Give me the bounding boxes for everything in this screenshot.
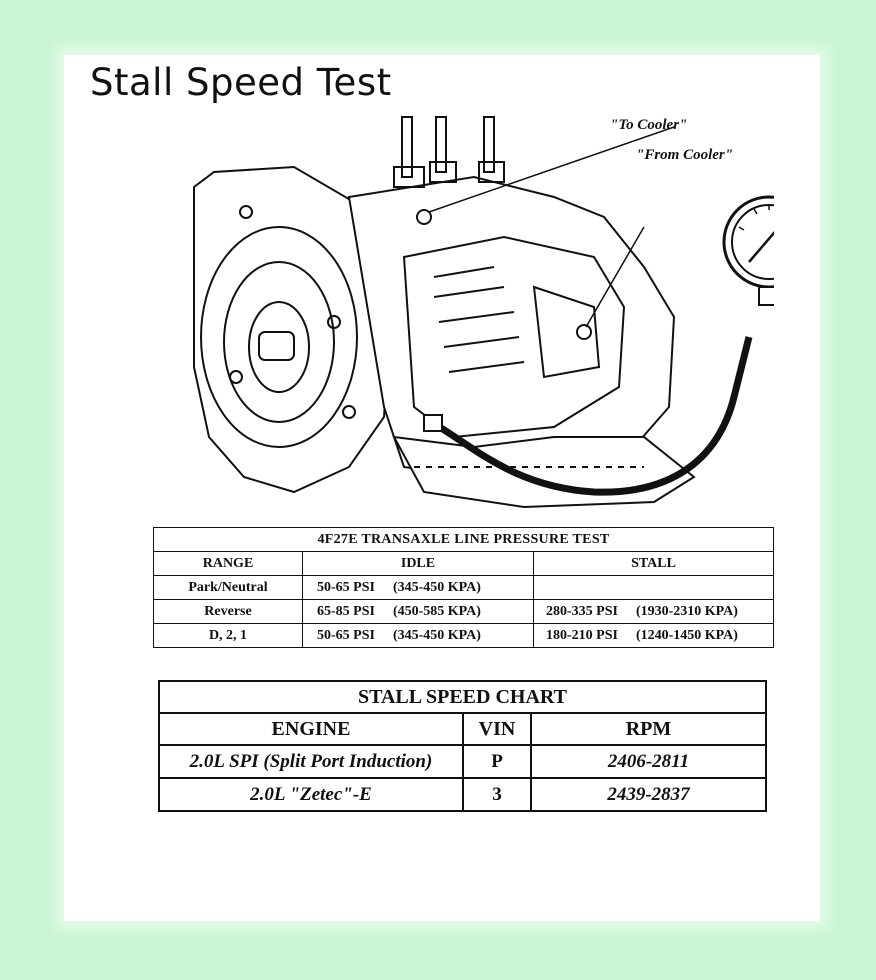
idle-psi: 65-85 PSI <box>317 603 375 619</box>
to-cooler-label: "To Cooler" <box>610 117 688 133</box>
idle-psi: 50-65 PSI <box>317 579 375 595</box>
idle-psi: 50-65 PSI <box>317 627 375 643</box>
idle-kpa: (450-585 KPA) <box>392 603 481 619</box>
transaxle-diagram <box>174 107 774 527</box>
stall-cell <box>534 600 774 624</box>
document-page <box>64 55 820 921</box>
range-cell: Park/Neutral <box>154 576 303 600</box>
idle-kpa: (345-450 KPA) <box>392 579 481 595</box>
idle-cell <box>303 624 534 648</box>
rpm-cell: 2406-2811 <box>531 745 766 778</box>
table-row <box>159 778 766 811</box>
stall-kpa: (1240-1450 KPA) <box>635 627 738 643</box>
stall-speed-caption: STALL SPEED CHART <box>159 681 766 713</box>
header-stall: STALL <box>534 552 774 576</box>
stall-psi: 180-210 PSI <box>546 627 618 643</box>
table-row <box>154 576 774 600</box>
stall-psi: 280-335 PSI <box>546 603 618 619</box>
line-pressure-caption: 4F27E TRANSAXLE LINE PRESSURE TEST <box>154 528 774 552</box>
header-idle: IDLE <box>303 552 534 576</box>
rpm-cell: 2439-2837 <box>531 778 766 811</box>
range-cell: D, 2, 1 <box>154 624 303 648</box>
engine-cell: 2.0L SPI (Split Port Induction) <box>159 745 463 778</box>
stall-speed-chart <box>158 680 767 812</box>
header-vin: VIN <box>463 713 531 745</box>
engine-cell: 2.0L "Zetec"-E <box>159 778 463 811</box>
header-rpm: RPM <box>531 713 766 745</box>
header-range: RANGE <box>154 552 303 576</box>
idle-cell <box>303 600 534 624</box>
vin-cell: 3 <box>463 778 531 811</box>
table-row <box>159 745 766 778</box>
header-engine: ENGINE <box>159 713 463 745</box>
stall-kpa: (1930-2310 KPA) <box>635 603 738 619</box>
range-cell: Reverse <box>154 600 303 624</box>
stall-cell <box>534 576 774 600</box>
table-row <box>154 600 774 624</box>
table-row <box>154 624 774 648</box>
pressure-gauge-icon <box>724 197 774 305</box>
from-cooler-label: "From Cooler" <box>636 147 734 163</box>
vin-cell: P <box>463 745 531 778</box>
idle-kpa: (345-450 KPA) <box>392 627 481 643</box>
idle-cell <box>303 576 534 600</box>
line-pressure-table <box>153 527 774 648</box>
page-title: Stall Speed Test <box>90 61 392 104</box>
stall-cell <box>534 624 774 648</box>
